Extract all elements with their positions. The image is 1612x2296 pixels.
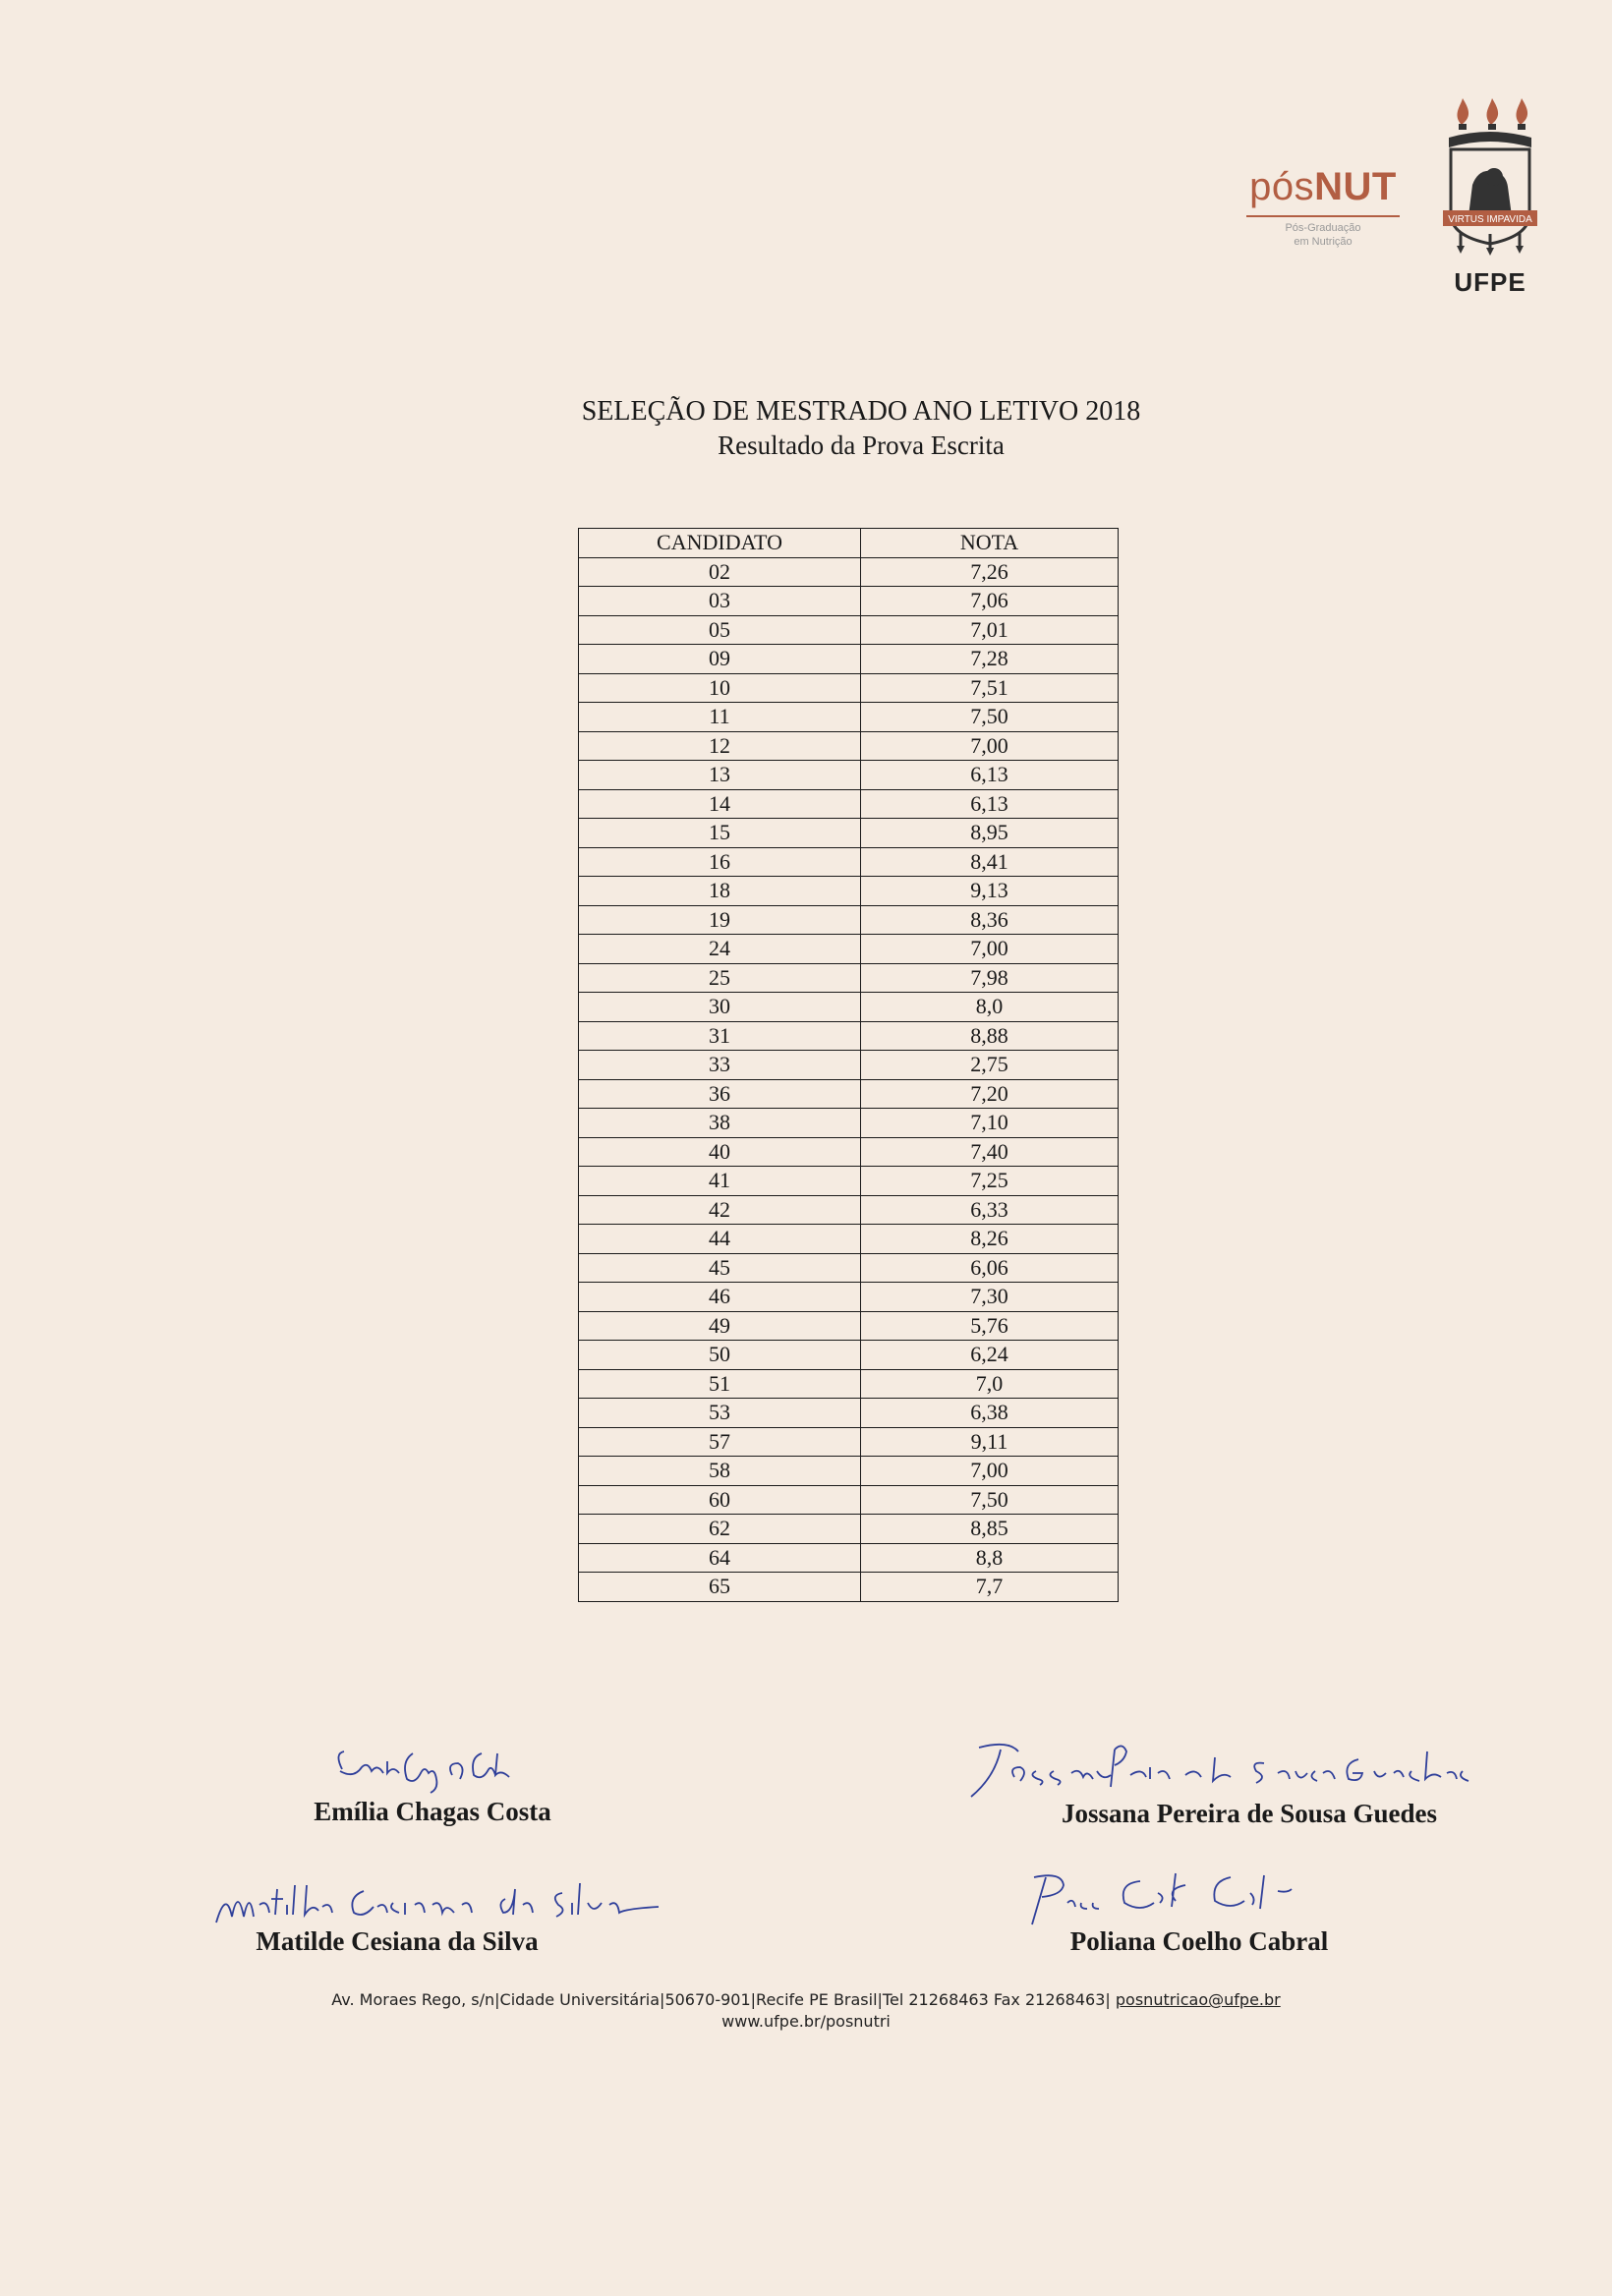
candidate-cell: 15 [579,819,861,848]
candidate-cell: 25 [579,963,861,993]
candidate-cell: 02 [579,557,861,587]
table-row [579,761,1119,790]
grade-cell: 7,26 [861,557,1119,587]
signature-block-poliana [993,1864,1386,1957]
table-row [579,819,1119,848]
grade-cell: 6,38 [861,1399,1119,1428]
grade-cell: 5,76 [861,1311,1119,1341]
column-header-nota: NOTA [861,529,1119,558]
table-row [579,645,1119,674]
grade-cell: 7,50 [861,703,1119,732]
ufpe-crest-icon [1439,98,1541,265]
table-row [579,1369,1119,1399]
ufpe-logo [1435,98,1545,298]
signatory-name: Emília Chagas Costa [314,1797,551,1826]
grade-cell: 6,06 [861,1253,1119,1283]
handwritten-signature-icon [197,1869,708,1926]
candidate-cell: 41 [579,1167,861,1196]
footer-email-link[interactable]: posnutricao@ufpe.br [1115,1990,1281,2009]
table-row [579,963,1119,993]
candidate-cell: 13 [579,761,861,790]
signatory-name: Jossana Pereira de Sousa Guedes [1061,1799,1438,1828]
table-row [579,587,1119,616]
posnut-subtitle: Pós-Graduação em Nutrição [1285,222,1361,248]
table-row [579,731,1119,761]
grade-cell: 8,8 [861,1543,1119,1573]
candidate-cell: 12 [579,731,861,761]
candidate-cell: 33 [579,1051,861,1080]
candidate-cell: 14 [579,789,861,819]
document-title: SELEÇÃO DE MESTRADO ANO LETIVO 2018 [581,396,1141,427]
grade-cell: 9,13 [861,877,1119,906]
grade-cell: 7,01 [861,615,1119,645]
grade-cell: 6,24 [861,1341,1119,1370]
document-header [0,395,1612,462]
table-row [579,1543,1119,1573]
grade-cell: 8,41 [861,847,1119,877]
posnut-brand: pósNUT [1249,165,1397,208]
candidate-cell: 36 [579,1079,861,1109]
candidate-cell: 45 [579,1253,861,1283]
ufpe-name: UFPE [1454,267,1526,297]
table-row [579,1311,1119,1341]
candidate-cell: 64 [579,1543,861,1573]
candidate-cell: 09 [579,645,861,674]
grade-cell: 8,36 [861,905,1119,935]
candidate-cell: 42 [579,1195,861,1225]
table-row [579,557,1119,587]
candidate-cell: 65 [579,1573,861,1602]
table-row [579,935,1119,964]
signature-block-matilde [197,1869,708,1957]
candidate-cell: 53 [579,1399,861,1428]
candidate-cell: 57 [579,1427,861,1457]
candidate-cell: 18 [579,877,861,906]
grade-cell: 7,06 [861,587,1119,616]
grade-cell: 7,25 [861,1167,1119,1196]
table-header-row [579,529,1119,558]
candidate-cell: 05 [579,615,861,645]
ufpe-motto: VIRTUS IMPAVIDA [1448,214,1532,225]
table-row [579,703,1119,732]
handwritten-signature-icon [950,1738,1510,1799]
grade-cell: 7,10 [861,1109,1119,1138]
table-row [579,847,1119,877]
table-row [579,993,1119,1022]
posnut-divider [1246,215,1400,217]
grade-cell: 6,33 [861,1195,1119,1225]
posnut-logo [1235,165,1411,249]
grade-cell: 7,00 [861,731,1119,761]
footer-website[interactable]: www.ufpe.br/posnutri [721,2012,891,2031]
grade-cell: 7,20 [861,1079,1119,1109]
grade-cell: 8,0 [861,993,1119,1022]
table-row [579,1225,1119,1254]
candidate-cell: 30 [579,993,861,1022]
table-row [579,1021,1119,1051]
grade-cell: 7,98 [861,963,1119,993]
candidate-cell: 31 [579,1021,861,1051]
candidate-cell: 16 [579,847,861,877]
grade-cell: 7,00 [861,935,1119,964]
table-row [579,1167,1119,1196]
candidate-cell: 50 [579,1341,861,1370]
handwritten-signature-icon [285,1740,580,1797]
table-row [579,1051,1119,1080]
grade-cell: 8,26 [861,1225,1119,1254]
table-row [579,1283,1119,1312]
candidate-cell: 19 [579,905,861,935]
table-row [579,1079,1119,1109]
table-row [579,1515,1119,1544]
signatory-name: Poliana Coelho Cabral [1069,1926,1329,1956]
document-subtitle: Resultado da Prova Escrita [718,430,1005,460]
column-header-candidato: CANDIDATO [579,529,861,558]
candidate-cell: 11 [579,703,861,732]
grade-cell: 7,00 [861,1457,1119,1486]
candidate-cell: 60 [579,1485,861,1515]
candidate-cell: 58 [579,1457,861,1486]
table-row [579,877,1119,906]
grade-cell: 7,0 [861,1369,1119,1399]
grade-cell: 7,50 [861,1485,1119,1515]
table-row [579,673,1119,703]
footer-address-line [0,1989,1612,2011]
table-row [579,789,1119,819]
signature-block-jossana [950,1738,1510,1829]
candidate-cell: 46 [579,1283,861,1312]
results-table [578,528,1119,1602]
grade-cell: 6,13 [861,789,1119,819]
table-row [579,615,1119,645]
signatory-name: Matilde Cesiana da Silva [256,1926,539,1956]
grade-cell: 7,7 [861,1573,1119,1602]
grade-cell: 9,11 [861,1427,1119,1457]
table-row [579,1427,1119,1457]
document-footer [0,1989,1612,2033]
table-row [579,1399,1119,1428]
candidate-cell: 24 [579,935,861,964]
candidate-cell: 51 [579,1369,861,1399]
candidate-cell: 38 [579,1109,861,1138]
grade-cell: 2,75 [861,1051,1119,1080]
candidate-cell: 10 [579,673,861,703]
candidate-cell: 40 [579,1137,861,1167]
grade-cell: 7,40 [861,1137,1119,1167]
candidate-cell: 49 [579,1311,861,1341]
footer-address: Av. Moraes Rego, s/n|Cidade Universitária|50670-901|Recife PE Brasil|Tel 21268463 Fax 21268463| [331,1990,1111,2009]
grade-cell: 8,85 [861,1515,1119,1544]
table-row [579,1195,1119,1225]
table-row [579,1137,1119,1167]
signature-block-emilia [285,1740,580,1827]
grade-cell: 7,28 [861,645,1119,674]
table-row [579,1109,1119,1138]
grade-cell: 8,88 [861,1021,1119,1051]
table-row [579,1253,1119,1283]
grade-cell: 8,95 [861,819,1119,848]
grade-cell: 7,51 [861,673,1119,703]
candidate-cell: 03 [579,587,861,616]
table-row [579,905,1119,935]
grade-cell: 7,30 [861,1283,1119,1312]
candidate-cell: 44 [579,1225,861,1254]
table-row [579,1341,1119,1370]
grade-cell: 6,13 [861,761,1119,790]
table-row [579,1457,1119,1486]
table-row [579,1573,1119,1602]
table-row [579,1485,1119,1515]
handwritten-signature-icon [993,1864,1386,1926]
candidate-cell: 62 [579,1515,861,1544]
